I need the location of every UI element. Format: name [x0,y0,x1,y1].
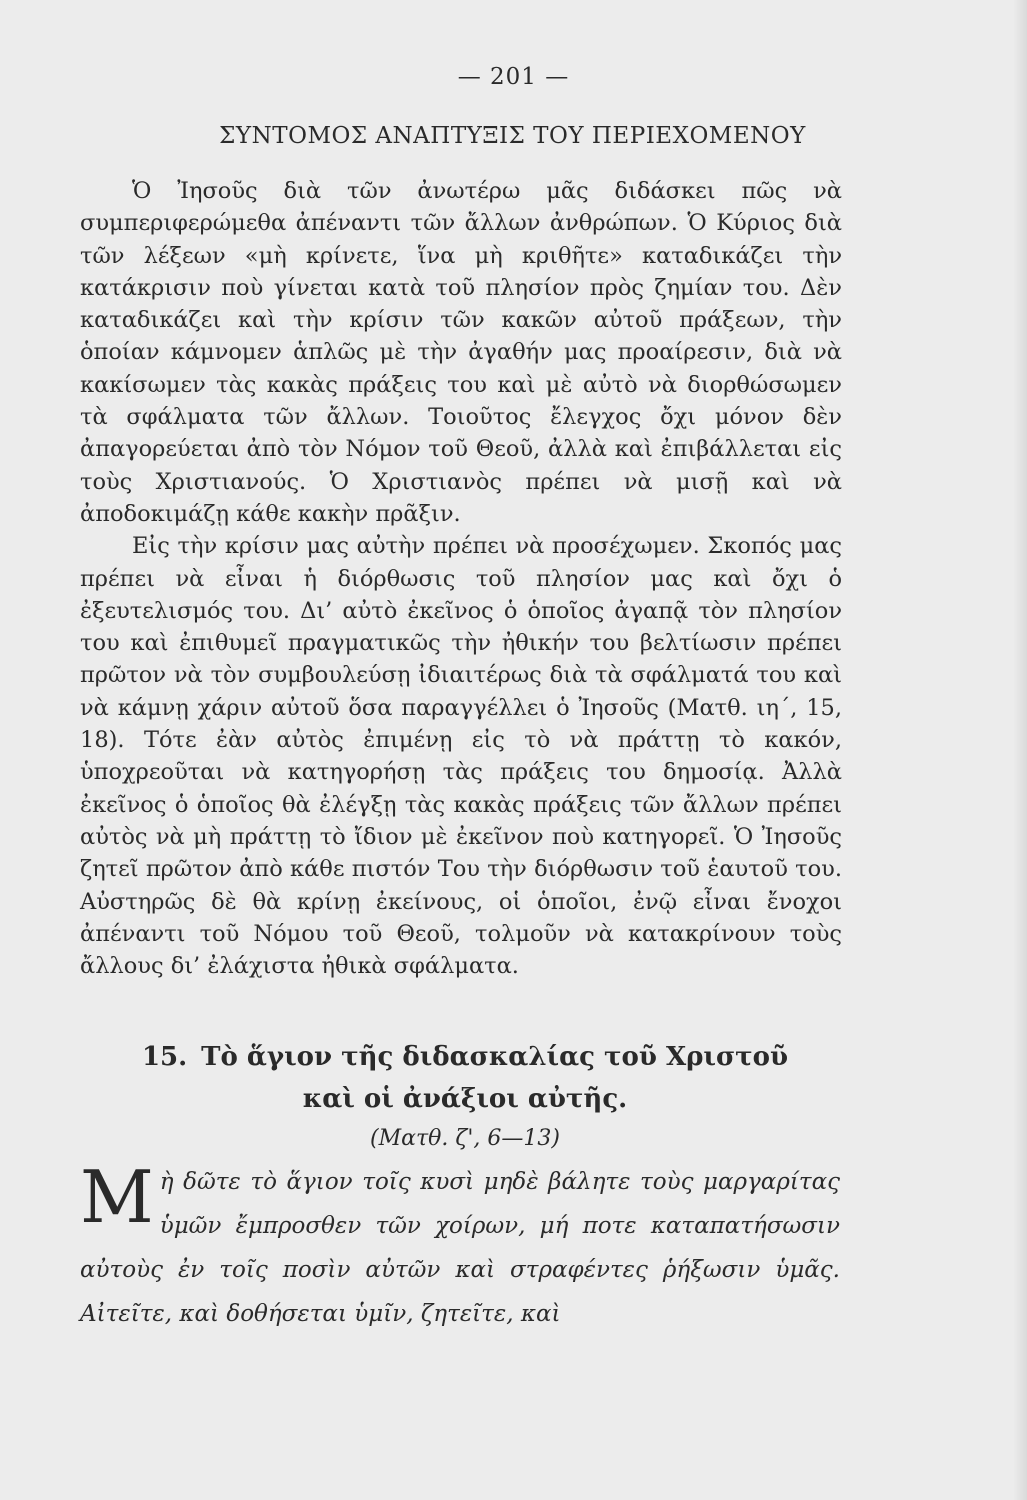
section-heading-line-1 [80,1036,850,1078]
paragraph-2: Εἰς τὴν κρίσιν μας αὐτὴν πρέπει νὰ προσέχωμεν. Σκοπός μας πρέπει νὰ εἶναι ἡ διόρθωσις τοῦ πλησίον μας καὶ ὄχι ὁ ἐξευτελισμός του. Δι’ αὐτὸ ἐκεῖνος ὁ ὁποῖος ἀγαπᾷ τὸν πλησίον του καὶ ἐπιθυμεῖ πραγματικῶς τὴν ἠθικήν του βελτίωσιν πρέπει πρῶτον νὰ τὸν συμβουλεύσῃ ἰδιαιτέρως διὰ τὰ σφάλματά του καὶ νὰ κάμνῃ χάριν αὐτοῦ ὅσα παραγγέλλει ὁ Ἰησοῦς (Ματθ. ιη΄, 15, 18). Τότε ἐὰν αὐτὸς ἐπιμένῃ εἰς τὸ νὰ πράττῃ τὸ κακόν, ὑποχρεοῦται νὰ κατηγορήσῃ τὰς πράξεις του δημοσίᾳ. Ἀλλὰ ἐκεῖνος ὁ ὁποῖος θὰ ἐλέγξῃ τὰς κακὰς πράξεις τῶν ἄλλων πρέπει αὐτὸς νὰ μὴ πράττῃ τὸ ἴδιον μὲ ἐκεῖνον ποὺ κατηγορεῖ. Ὁ Ἰησοῦς ζητεῖ πρῶτον ἀπὸ κάθε πιστόν Του τὴν διόρθωσιν τοῦ ἑαυτοῦ του. Αὐστηρῶς δὲ θὰ κρίνῃ ἐκείνους, οἱ ὁποῖοι, ἐνῷ εἶναι ἔνοχοι ἀπέναντι τοῦ Νόμου τοῦ Θεοῦ, τολμοῦν νὰ κατακρίνουν τοὺς ἄλλους δι’ ἐλάχιστα ἠθικὰ σφάλματα. [80,533,842,980]
paragraph-1: Ὁ Ἰησοῦς διὰ τῶν ἀνωτέρω μᾶς διδάσκει πῶς νὰ συμπεριφερώμεθα ἀπέναντι τῶν ἄλλων ἀνθρώπων. Ὁ Κύριος διὰ τῶν λέξεων «μὴ κρίνετε, ἵνα μὴ κριθῆτε» καταδικάζει τὴν κατάκρισιν ποὺ γίνεται κατὰ τοῦ πλησίον πρὸς ζημίαν του. Δὲν καταδικάζει καὶ τὴν κρίσιν τῶν κακῶν αὐτοῦ πράξεων, τὴν ὁποίαν κάμνομεν ἁπλῶς μὲ τὴν ἀγαθήν μας προαίρεσιν, διὰ νὰ κακίσωμεν τὰς κακὰς πράξεις του καὶ μὲ αὐτὸ νὰ διορθώσωμεν τὰ σφάλματα τῶν ἄλλων. Τοιοῦτος ἔλεγχος ὄχι μόνον δὲν ἀπαγορεύεται ἀπὸ τὸν Νόμον τοῦ Θεοῦ, ἀλλὰ καὶ ἐπιβάλλεται εἰς τοὺς Χριστιανούς. Ὁ Χριστιανὸς πρέπει νὰ μισῇ καὶ νὰ ἀποδοκιμάζῃ κάθε κακὴν πρᾶξιν. [80,178,842,527]
summary-heading: ΣΥΝΤΟΜΟΣ ΑΝΑΠΤΥΞΙΣ ΤΟΥ ΠΕΡΙΕΧΟΜΕΝΟΥ [219,123,806,149]
scripture-verse [80,1155,840,1336]
page-edge-shadow [1013,0,1027,1500]
section-title-line-2: καὶ οἱ ἀνάξιοι αὐτῆς. [302,1084,628,1114]
section-number: 15. [141,1042,188,1072]
verse-text: ὴ δῶτε τὸ ἅγιον τοῖς κυσὶ μηδὲ βάλητε τοὺς μαργαρίτας ὑμῶν ἔμπροσθεν τῶν χοίρων, μή ποτε καταπατήσωσιν αὐτοὺς ἐν τοῖς ποσὶν αὐτῶν καὶ στραφέντες ῥήξωσιν ὑμᾶς. Αἰτεῖτε, καὶ δοθήσεται ὑμῖν, ζητεῖτε, καὶ [80,1169,840,1327]
drop-cap: Μ [80,1155,154,1239]
page-number: — 201 — [457,64,570,90]
scripture-reference: (Ματθ. ζ', 6—13) [370,1126,560,1151]
section-title-line-1: Τὸ ἅγιον τῆς διδασκαλίας τοῦ Χριστοῦ [201,1042,789,1072]
summary-body [80,175,842,982]
section-heading [80,1036,850,1120]
